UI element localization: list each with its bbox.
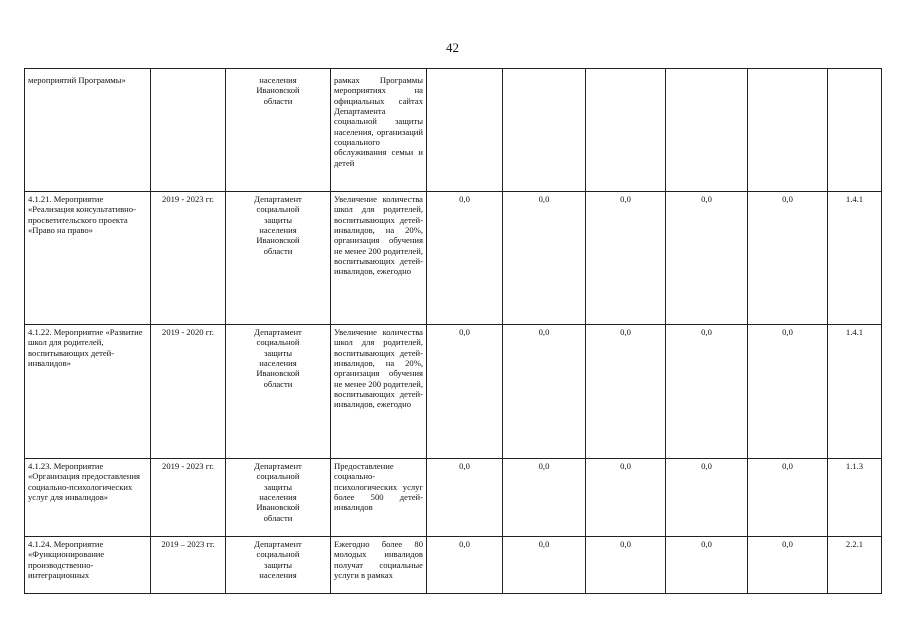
value-cell-2 <box>503 192 586 325</box>
value-1: 0,0 <box>459 539 470 549</box>
table-row <box>25 459 882 537</box>
indicator-code: 1.1.3 <box>845 461 864 471</box>
executor-cell <box>226 537 331 594</box>
executor-cell <box>226 325 331 459</box>
value-3: 0,0 <box>620 327 631 337</box>
expected-result-cell <box>331 537 427 594</box>
value-cell-1 <box>427 325 503 459</box>
table-row <box>25 192 882 325</box>
value-cell-2 <box>503 537 586 594</box>
value-cell-1 <box>427 69 503 192</box>
period-cell <box>151 537 226 594</box>
indicator-code: 1.4.1 <box>845 194 864 204</box>
activity-name-cell <box>25 69 151 192</box>
value-cell-3 <box>586 325 666 459</box>
expected-result-text: Предоставление социально-психологических услуг более 500 детей-инвалидов <box>334 461 423 513</box>
expected-result-cell <box>331 459 427 537</box>
activity-name: 4.1.24. Мероприятие «Функционирование производственно-интеграционных <box>28 539 105 580</box>
value-3: 0,0 <box>620 461 631 471</box>
value-cell-5 <box>748 69 828 192</box>
table-row <box>25 69 882 192</box>
value-cell-1 <box>427 537 503 594</box>
value-2: 0,0 <box>538 461 550 471</box>
activity-name: 4.1.22. Мероприятие «Развитие школ для родителей, воспитывающих детей-инвалидов» <box>28 327 143 368</box>
expected-result-cell <box>331 69 427 192</box>
activity-name-cell <box>25 325 151 459</box>
executor-text: Департамент социальной защиты населения Ивановской области <box>254 461 302 523</box>
period-cell <box>151 325 226 459</box>
executor-cell <box>226 459 331 537</box>
value-5: 0,0 <box>782 327 793 337</box>
period-text: 2019 - 2020 гг. <box>162 327 214 337</box>
value-5: 0,0 <box>782 539 793 549</box>
value-cell-4 <box>666 69 748 192</box>
table-row <box>25 325 882 459</box>
indicator-cell <box>828 537 882 594</box>
period-text: 2019 – 2023 гг. <box>161 539 215 549</box>
period-cell <box>151 69 226 192</box>
expected-result-text: Увеличение количества школ для родителей, воспитывающих детей-инвалидов, на 20%, организация обучения не менее 200 родителей, воспитывающих детей-инвалидов, ежегодно <box>334 327 423 410</box>
value-2: 0,0 <box>538 327 550 337</box>
expected-result-cell <box>331 192 427 325</box>
value-5: 0,0 <box>782 194 793 204</box>
value-1: 0,0 <box>459 461 470 471</box>
indicator-code: 2.2.1 <box>845 539 864 549</box>
period-cell <box>151 192 226 325</box>
value-cell-5 <box>748 192 828 325</box>
value-cell-5 <box>748 459 828 537</box>
executor-cell <box>226 192 331 325</box>
indicator-code: 1.4.1 <box>845 327 864 337</box>
value-4: 0,0 <box>701 327 712 337</box>
activity-name: 4.1.23. Мероприятие «Организация предоставления социально-психологических услуг для инвалидов» <box>28 461 141 502</box>
value-cell-1 <box>427 192 503 325</box>
activity-name-cell <box>25 192 151 325</box>
value-cell-1 <box>427 459 503 537</box>
activity-name-cell <box>25 459 151 537</box>
value-cell-5 <box>748 325 828 459</box>
period-text: 2019 - 2023 гг. <box>162 194 214 204</box>
value-1: 0,0 <box>459 194 470 204</box>
value-cell-3 <box>586 69 666 192</box>
executor-text: Департамент социальной защиты населения Ивановской области <box>254 327 302 389</box>
value-1: 0,0 <box>459 327 470 337</box>
value-2: 0,0 <box>538 539 550 549</box>
executor-text: населения Ивановской области <box>256 75 300 106</box>
program-activities-table <box>24 68 882 594</box>
activity-name-cell <box>25 537 151 594</box>
executor-text: Департамент социальной защиты населения Ивановской области <box>254 194 302 256</box>
value-cell-4 <box>666 459 748 537</box>
indicator-cell <box>828 325 882 459</box>
expected-result-text: Увеличение количества школ для родителей, воспитывающих детей-инвалидов, на 20%, организация обучения не менее 200 родителей, воспитывающих детей-инвалидов, ежегодно <box>334 194 423 277</box>
value-cell-4 <box>666 192 748 325</box>
value-cell-2 <box>503 325 586 459</box>
value-cell-5 <box>748 537 828 594</box>
expected-result-cell <box>331 325 427 459</box>
value-cell-4 <box>666 537 748 594</box>
value-cell-2 <box>503 69 586 192</box>
table-row <box>25 537 882 594</box>
period-text: 2019 - 2023 гг. <box>162 461 214 471</box>
value-3: 0,0 <box>620 539 631 549</box>
expected-result-text: рамках Программы мероприятиях на официальных сайтах Департамента социальной защиты населения, организаций социального обслуживания семьи и детей <box>334 75 423 168</box>
executor-text: Департамент социальной защиты населения <box>254 539 302 580</box>
value-2: 0,0 <box>538 194 550 204</box>
indicator-cell <box>828 459 882 537</box>
value-cell-2 <box>503 459 586 537</box>
activity-name: мероприятий Программы» <box>28 75 126 85</box>
page-number: 42 <box>446 40 459 55</box>
value-4: 0,0 <box>701 461 712 471</box>
value-cell-3 <box>586 459 666 537</box>
indicator-cell <box>828 69 882 192</box>
value-4: 0,0 <box>701 194 712 204</box>
activity-name: 4.1.21. Мероприятие «Реализация консультативно-просветительского проекта «Право на право» <box>28 194 136 235</box>
expected-result-text: Ежегодно более 80 молодых инвалидов получат социальные услуги в рамках <box>334 539 423 580</box>
value-cell-3 <box>586 537 666 594</box>
value-3: 0,0 <box>620 194 631 204</box>
indicator-cell <box>828 192 882 325</box>
value-4: 0,0 <box>701 539 712 549</box>
value-cell-3 <box>586 192 666 325</box>
executor-cell <box>226 69 331 192</box>
period-cell <box>151 459 226 537</box>
value-5: 0,0 <box>782 461 793 471</box>
value-cell-4 <box>666 325 748 459</box>
